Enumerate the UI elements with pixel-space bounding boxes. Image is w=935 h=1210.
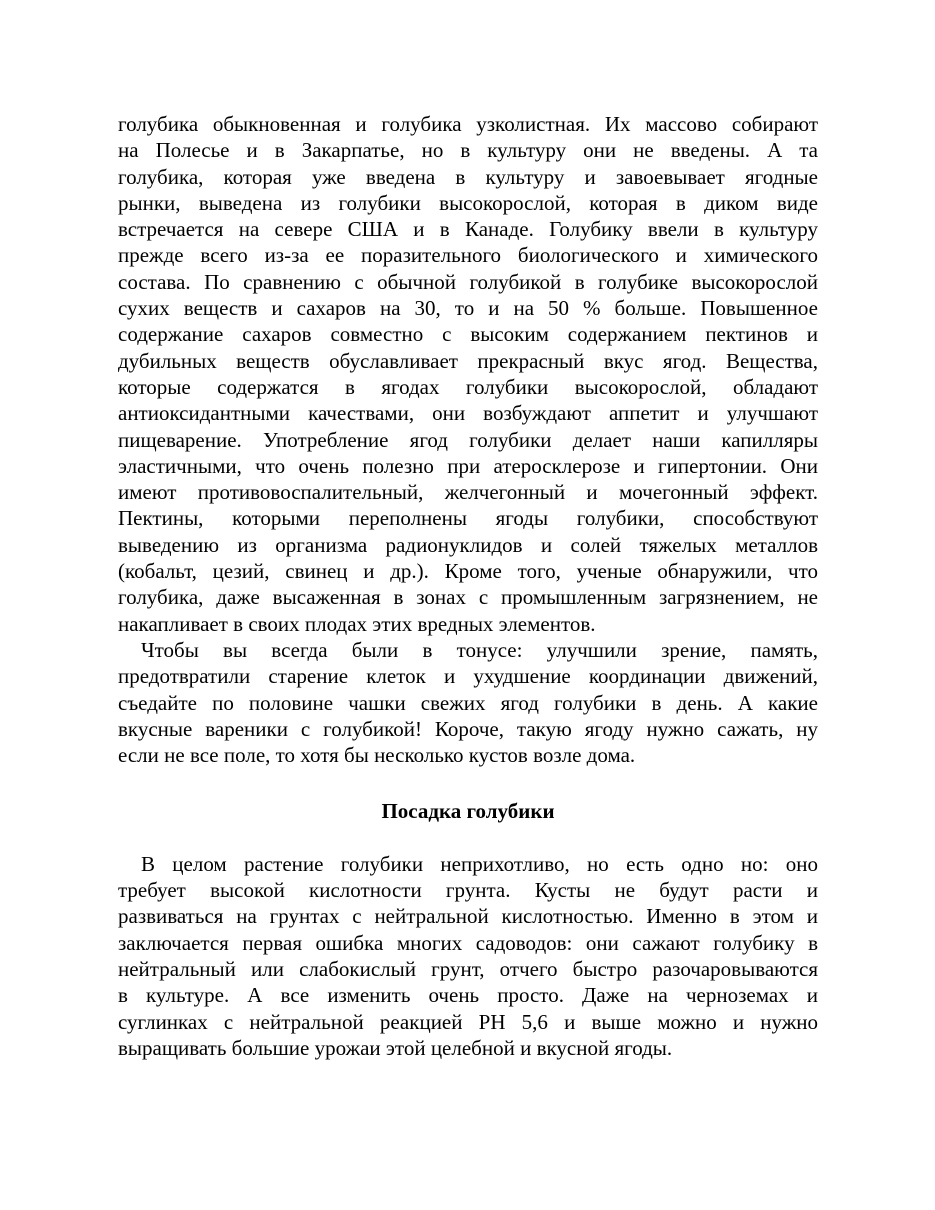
- text-line: (кобальт, цезий, свинец и др.). Кроме того, ученые обнаружили, что: [118, 559, 818, 584]
- text-line: Пектины, которыми переполнены ягоды голубики, способствуют: [118, 506, 818, 531]
- text-line: выращивать большие урожаи этой целебной и вкусной ягоды.: [118, 1035, 673, 1060]
- paragraph: [118, 851, 818, 1061]
- text-line: прежде всего из-за ее поразительного биологического и химического: [118, 243, 818, 268]
- text-line: голубика обыкновенная и голубика узколистная. Их массово собирают: [118, 112, 818, 136]
- text-line: антиоксидантными качествами, они возбуждают аппетит и улучшают: [118, 401, 818, 426]
- text-line: выведению из организма радионуклидов и солей тяжелых металлов: [118, 532, 818, 557]
- text-line: на Полесье и в Закарпатье, но в культуру они не введены. А та: [118, 138, 818, 163]
- document-page: [118, 111, 818, 1061]
- text-line: эластичными, что очень полезно при атеросклерозе и гипертонии. Они: [118, 453, 818, 478]
- text-line: которые содержатся в ягодах голубики высокорослой, обладают: [118, 374, 818, 399]
- text-line: требует высокой кислотности грунта. Кусты не будут расти и: [118, 878, 818, 903]
- text-line: имеют противовоспалительный, желчегонный и мочегонный эффект.: [118, 480, 818, 505]
- text-line: состава. По сравнению с обычной голубикой в голубике высокорослой: [118, 269, 818, 294]
- text-line: суглинках с нейтральной реакцией РН 5,6 и выше можно и нужно: [118, 1009, 818, 1034]
- text-line: Чтобы вы всегда были в тонусе: улучшили зрение, память,: [141, 637, 818, 662]
- text-line: накапливает в своих плодах этих вредных элементов.: [118, 611, 596, 636]
- text-line: нейтральный или слабокислый грунт, отчего быстро разочаровываются: [118, 956, 818, 981]
- text-line: В целом растение голубики неприхотливо, но есть одно но: оно: [141, 851, 818, 876]
- text-line: в культуре. А все изменить очень просто. Даже на черноземах и: [118, 983, 818, 1008]
- text-line: содержание сахаров совместно с высоким содержанием пектинов и: [118, 322, 818, 347]
- text-line: если не все поле, то хотя бы несколько кустов возле дома.: [118, 743, 636, 768]
- text-line: предотвратили старение клеток и ухудшение координации движений,: [118, 664, 818, 689]
- section-heading: Посадка голубики: [381, 799, 555, 824]
- paragraph: [118, 637, 818, 768]
- text-line: голубика, даже высаженная в зонах с промышленным загрязнением, не: [118, 585, 818, 610]
- text-line: съедайте по половине чашки свежих ягод голубики в день. А какие: [118, 690, 818, 715]
- text-line: голубика, которая уже введена в культуру и завоевывает ягодные: [118, 164, 818, 189]
- text-line: сухих веществ и сахаров на 30, то и на 50 % больше. Повышенное: [118, 296, 818, 321]
- text-line: развиваться на грунтах с нейтральной кислотностью. Именно в этом и: [118, 904, 818, 929]
- text-line: пищеварение. Употребление ягод голубики делает наши капилляры: [118, 427, 818, 452]
- text-line: рынки, выведена из голубики высокорослой, которая в диком виде: [118, 190, 818, 215]
- paragraph: [118, 111, 818, 637]
- text-line: встречается на севере США и в Канаде. Голубику ввели в культуру: [118, 217, 818, 242]
- text-line: заключается первая ошибка многих садоводов: они сажают голубику в: [118, 930, 818, 955]
- text-line: вкусные вареники с голубикой! Короче, такую ягоду нужно сажать, ну: [118, 716, 818, 741]
- text-line: дубильных веществ обуславливает прекрасный вкус ягод. Вещества,: [118, 348, 818, 373]
